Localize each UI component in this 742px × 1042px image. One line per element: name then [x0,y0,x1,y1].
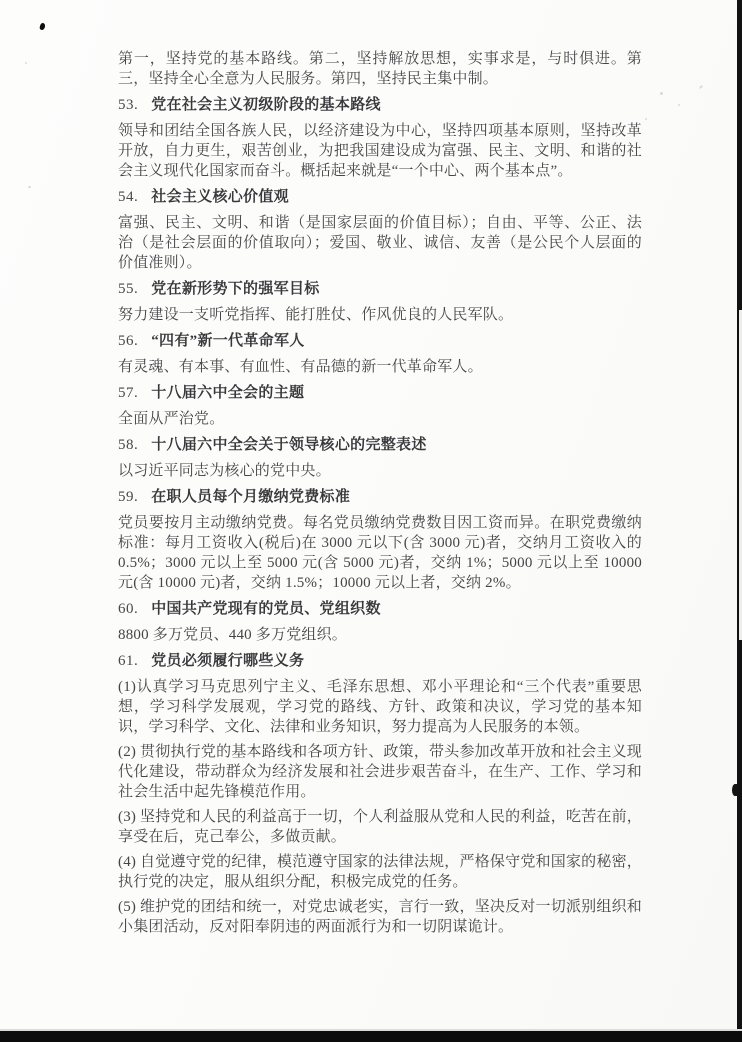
section-number: 56. [118,333,139,349]
section-paragraph: 全面从严治党。 [118,411,225,427]
scan-edge-blob [732,784,738,796]
section-title: “四有”新一代革命军人 [151,333,305,349]
intro-paragraph: 第一，坚持党的基本路线。第二，坚持解放思想，实事求是，与时俱进。第三，坚持全心全意为人民服务。第四，坚持民主集中制。 [118,51,642,87]
section-title: 党员必须履行哪些义务 [151,653,305,669]
scan-speck [660,92,663,95]
section-paragraph: 领导和团结全国各族人民，以经济建设为中心，坚持四项基本原则，坚持改革开放，自力更生，艰苦创业，为把我国建设成为富强、民主、文明、和谐的社会主义现代化国家而奋斗。概括起来就是“一个中心、两个基本点”。 [118,123,642,179]
section-paragraph: (1)认真学习马克思列宁主义、毛泽东思想、邓小平理论和“三个代表”重要思想，学习科学发展观，学习党的路线、方针、政策和决议，学习党的基本知识，学习科学、文化、法律和业务知识，努力提高为人民服务的本领。 [118,679,642,735]
section-paragraph: (4) 自觉遵守党的纪律，模范遵守国家的法律法规，严格保守党和国家的秘密，执行党的决定，服从组织分配，积极完成党的任务。 [118,854,642,890]
section-heading [118,435,642,455]
section-paragraph: (5) 维护党的团结和统一，对党忠诚老实，言行一致，坚决反对一切派别组织和小集团活动，反对阳奉阴违的两面派行为和一切阴谋诡计。 [118,899,642,935]
section-heading [118,331,642,351]
section-paragraph: (2) 贯彻执行党的基本路线和各项方针、政策，带头参加改革开放和社会主义现代化建设，带动群众为经济发展和社会进步艰苦奋斗，在生产、工作、学习和社会生活中起先锋模范作用。 [118,744,642,800]
sections-container [118,95,642,937]
section-heading [118,279,642,299]
section-heading [118,95,642,115]
section-title: 党在社会主义初级阶段的基本路线 [151,97,381,113]
section-paragraph: 8800 多万党员、440 多万党组织。 [118,627,348,643]
section-paragraph: (3) 坚持党和人民的利益高于一切，个人利益服从党和人民的利益，吃苦在前，享受在后，克己奉公，多做贡献。 [118,809,642,845]
scan-edge-right [737,0,742,1042]
section-heading [118,599,642,619]
section-heading [118,187,642,207]
section-number: 61. [118,653,139,669]
scan-edge-shadow [0,1029,742,1031]
scan-speck [645,118,647,120]
section-number: 54. [118,189,139,205]
scan-speck [699,85,703,89]
section-heading [118,651,642,671]
section-title: 在职人员每个月缴纳党费标准 [151,489,351,505]
section-title: 社会主义核心价值观 [151,189,289,205]
scan-speck [28,186,31,188]
section-number: 53. [118,97,139,113]
section-paragraph: 以习近平同志为核心的党中央。 [118,463,331,479]
section-paragraph: 有灵魂、有本事、有血性、有品德的新一代革命军人。 [118,359,483,375]
scan-artifact-dot [39,22,46,30]
section-number: 60. [118,601,139,617]
section-title: 党在新形势下的强军目标 [151,281,320,297]
section-paragraph: 努力建设一支听党指挥、能打胜仗、作风优良的人民军队。 [118,307,514,323]
section-title: 十八届六中全会关于领导核心的完整表述 [151,437,427,453]
section-title: 十八届六中全会的主题 [151,385,305,401]
section-number: 59. [118,489,139,505]
section-heading [118,487,642,507]
section-number: 57. [118,385,139,401]
section-heading [118,383,642,403]
scan-speck [25,62,27,64]
scan-speck [678,104,680,106]
section-number: 58. [118,437,139,453]
section-number: 55. [118,281,139,297]
document-body [118,44,642,942]
section-paragraph: 富强、民主、文明、和谐（是国家层面的价值目标）；自由、平等、公正、法治（是社会层面的价值取向）；爱国、敬业、诚信、友善（是公民个人层面的价值准则）。 [118,215,642,271]
scan-edge-bottom [0,1031,742,1042]
section-paragraph: 党员要按月主动缴纳党费。每名党员缴纳党费数目因工资而异。在职党费缴纳标准：每月工资收入(税后)在 3000 元以下(含 3000 元)者，交纳月工资收入的 0.5%；3000 元以上至 5000 元(含 5000 元)者，交纳 1%；5000 元以上至 10000 元(含 10000 元)者，交纳 1.5%；10000 元以上者，交纳 2%。 [118,515,642,591]
section-title: 中国共产党现有的党员、党组织数 [151,601,381,617]
